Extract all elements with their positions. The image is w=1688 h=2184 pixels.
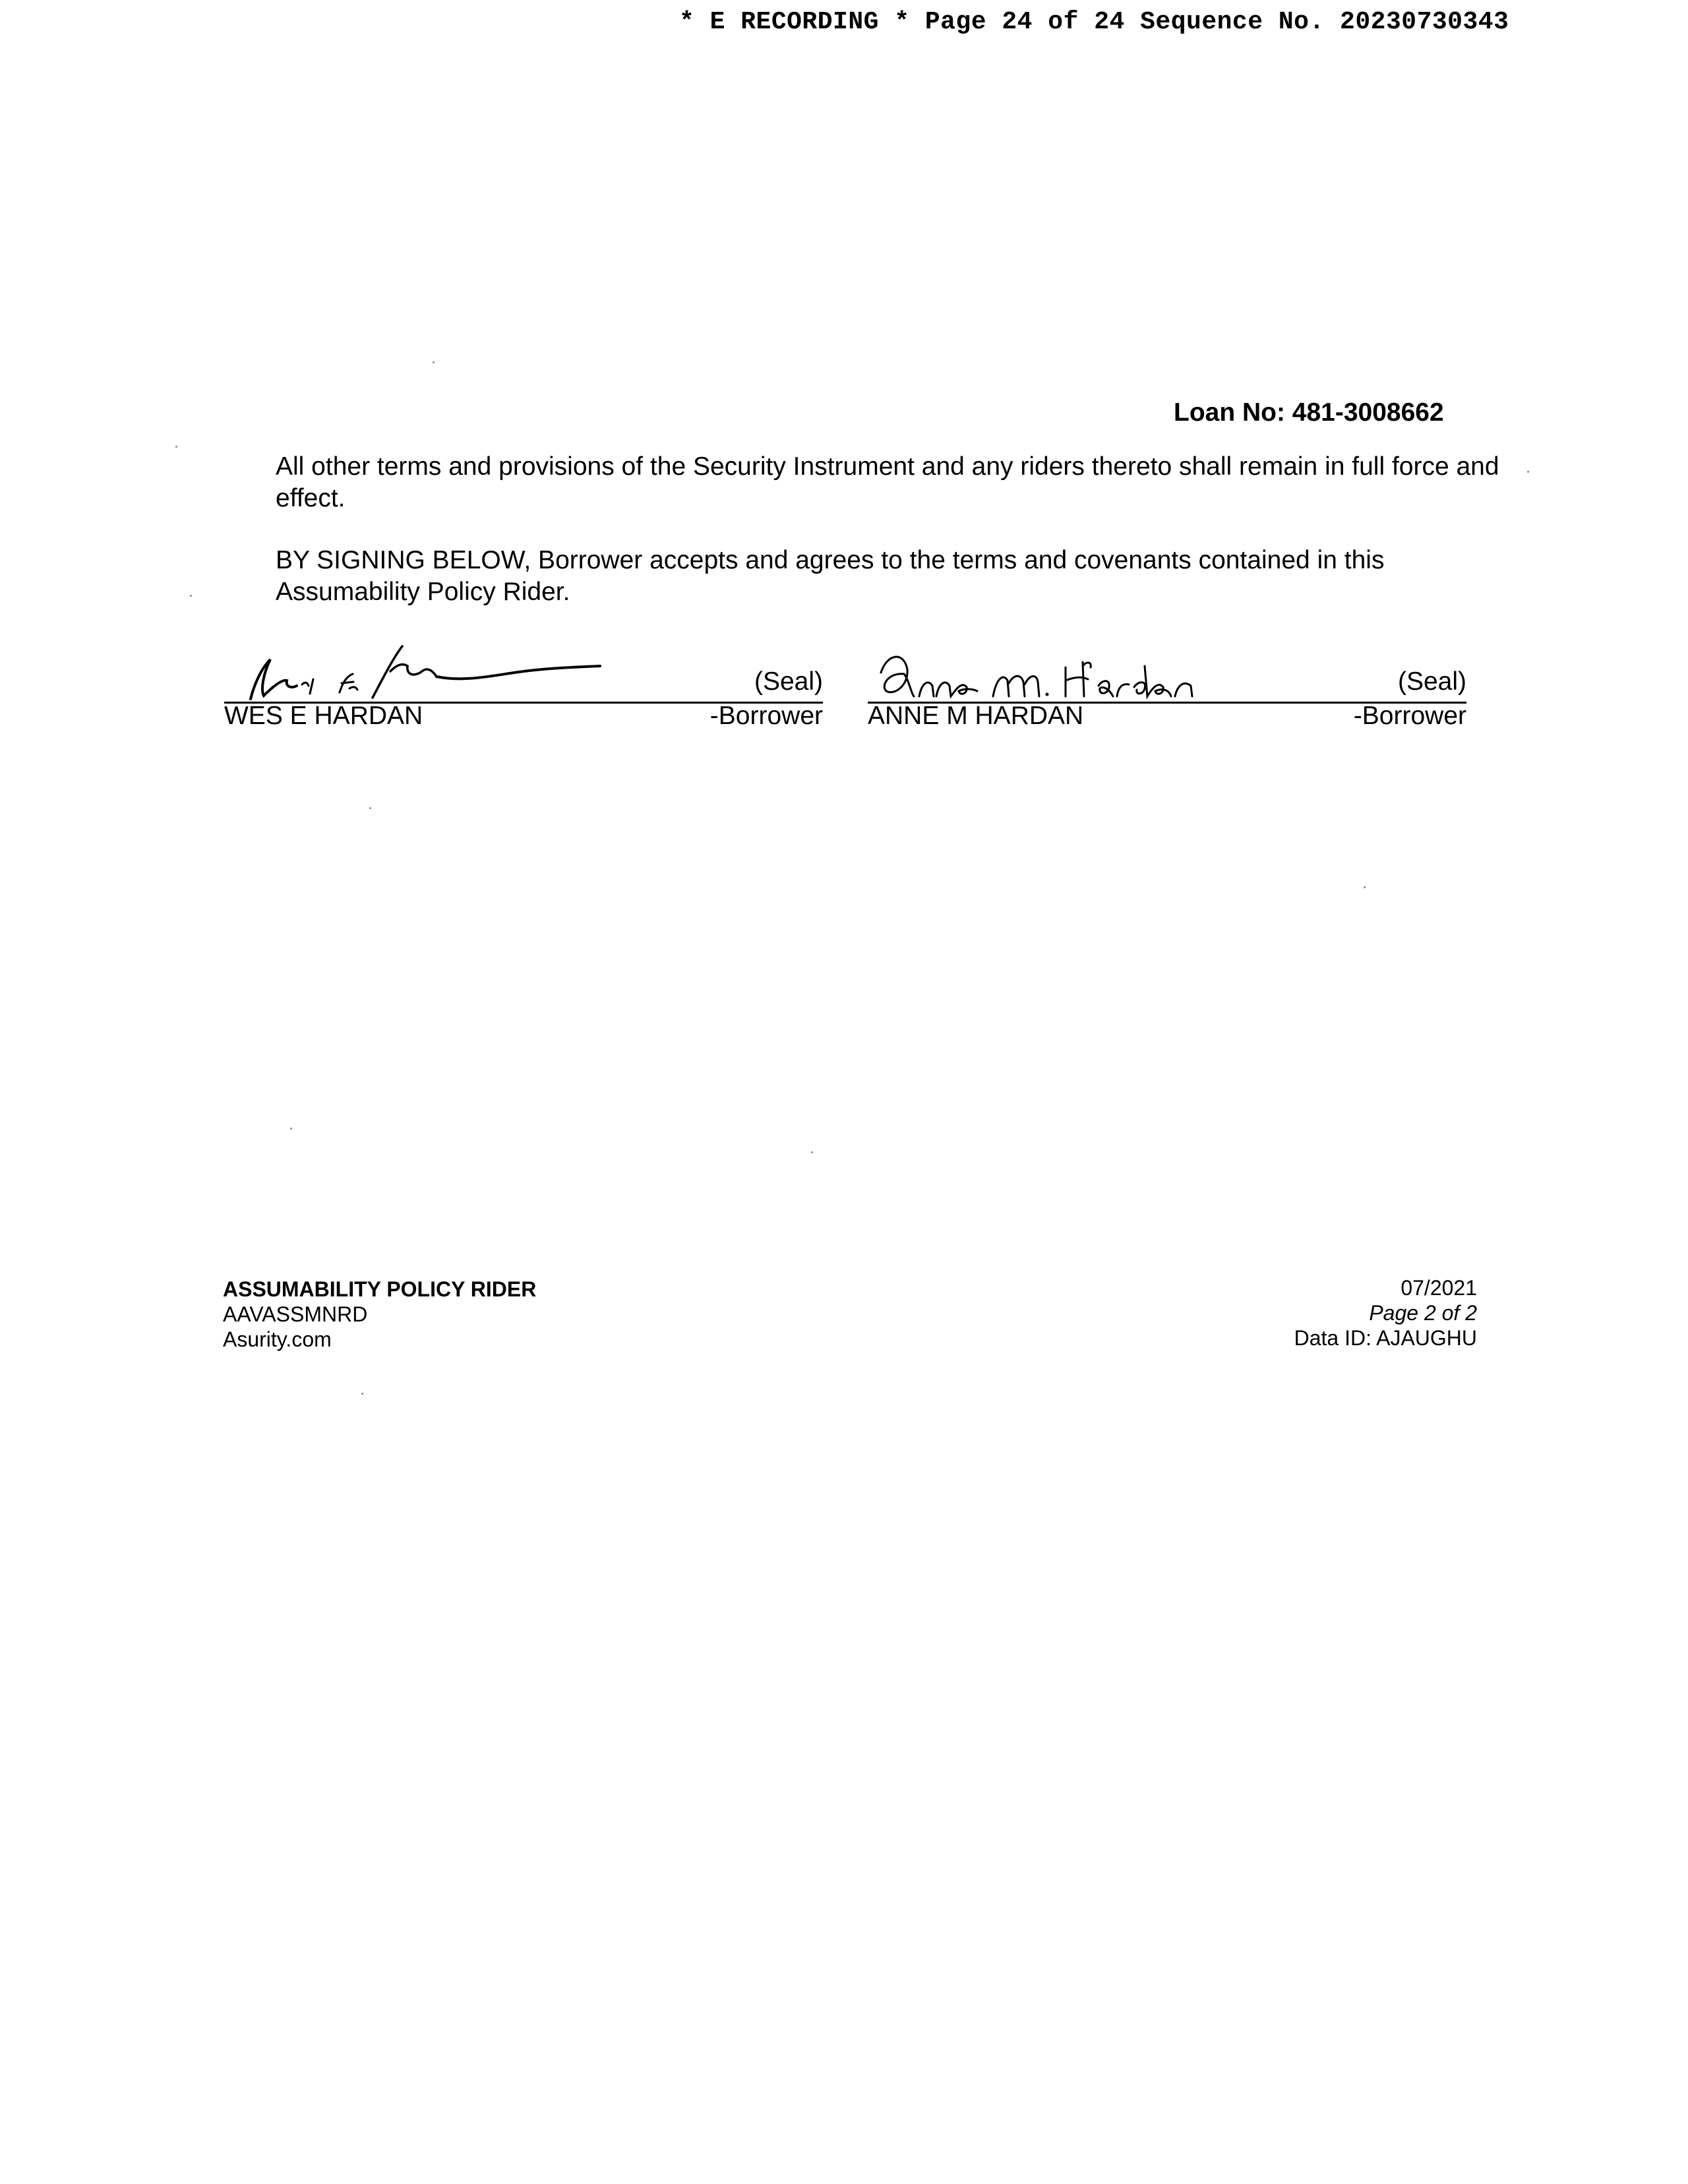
handwritten-signature-anne — [868, 633, 1329, 706]
form-code: AAVASSMNRD — [223, 1302, 368, 1326]
scan-speck — [369, 807, 371, 809]
signature-block-anne — [868, 633, 1466, 739]
signature-block-wes — [224, 633, 823, 739]
form-title: ASSUMABILITY POLICY RIDER — [223, 1277, 537, 1301]
signer-name: WES E HARDAN — [224, 702, 423, 730]
scan-speck — [433, 361, 435, 363]
seal-label: (Seal) — [754, 667, 823, 696]
terms-paragraph: All other terms and provisions of the Security Instrument and any riders thereto shall remain in full force and effect. — [276, 452, 1499, 512]
data-id: Data ID: AJAUGHU — [1294, 1326, 1477, 1350]
scan-speck — [1364, 886, 1366, 888]
signing-paragraph: BY SIGNING BELOW, Borrower accepts and agrees to the terms and covenants contained in this Assumability Policy Rider. — [276, 546, 1385, 606]
form-date: 07/2021 — [1401, 1276, 1477, 1300]
form-website: Asurity.com — [223, 1327, 332, 1351]
recording-header: * E RECORDING * Page 24 of 24 Sequence No. 20230730343 — [679, 8, 1509, 36]
scan-speck — [175, 446, 177, 448]
form-footer-left — [223, 1277, 684, 1352]
signer-role: -Borrower — [709, 702, 823, 730]
signer-role: -Borrower — [1353, 702, 1466, 730]
seal-label: (Seal) — [1397, 667, 1466, 696]
page-number: Page 2 of 2 — [1369, 1301, 1477, 1325]
scan-speck — [290, 1128, 292, 1130]
form-footer-right — [1121, 1275, 1477, 1350]
signer-name: ANNE M HARDAN — [868, 702, 1084, 730]
scan-speck — [361, 1393, 363, 1395]
loan-number: Loan No: 481-3008662 — [1174, 398, 1444, 427]
scan-speck — [190, 595, 192, 597]
handwritten-signature-wes — [224, 633, 686, 706]
scan-speck — [1527, 471, 1529, 473]
scan-speck — [811, 1151, 813, 1153]
